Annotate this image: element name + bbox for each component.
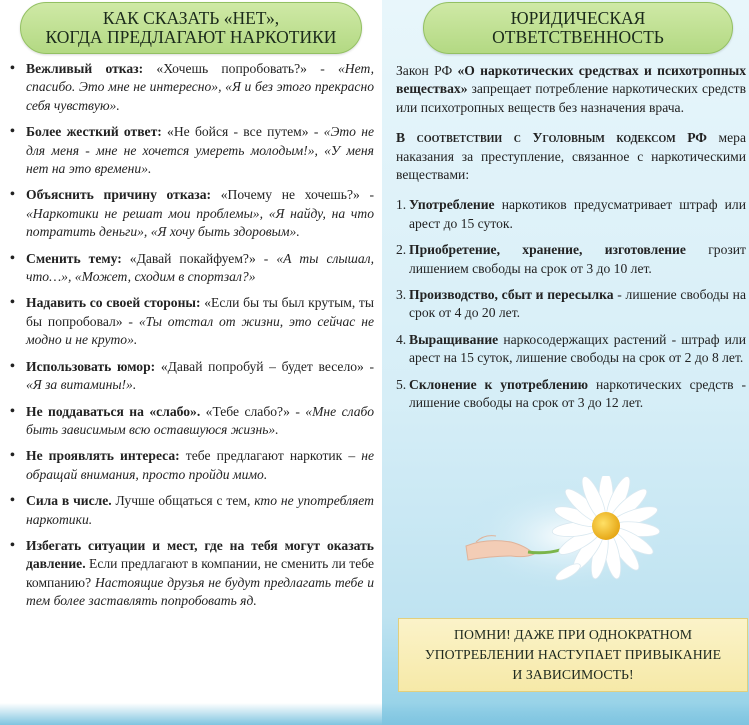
penalty-text: - лишение свободы на срок от 4 до 20 лет. — [409, 287, 746, 321]
penalty-heading: Употребление — [409, 197, 495, 213]
tip-text: «Если бы ты был крутым, ты бы попробовал» - — [26, 295, 374, 329]
tip-example: «Мне слабо быть зависимым всю оставшуюся жизнь». — [26, 403, 374, 437]
law-intro-pre: Закон РФ — [396, 63, 458, 78]
remember-line2: УПОТРЕБЛЕНИИ НАСТУПАЕТ ПРИВЫКАНИЕ — [424, 647, 722, 662]
penalty-item — [396, 331, 746, 368]
penalty-heading: Производство, сбыт и пересылка — [409, 287, 614, 303]
daisy-icon — [456, 476, 676, 596]
tip-item — [6, 358, 374, 395]
penalty-text: наркосодержащих растений - штраф или арест на 15 суток, лишение свободы на срок от 2 до 8 лет. — [409, 331, 746, 366]
penalty-item — [396, 241, 746, 278]
tip-text: «Хочешь попробовать?» - — [143, 61, 338, 76]
tip-example: «Ты отстал от жизни, это сейчас не модно и не круто». — [26, 313, 374, 348]
tip-heading: Объяснить причину отказа: — [26, 187, 212, 203]
tip-example: «Наркотики не решат мои проблемы», «Я найду, на что потратить деньги», «Я хочу быть здоровым». — [26, 205, 374, 240]
criminal-code-text: мера наказания за преступление, связанное с наркотическими веществами: — [396, 130, 746, 183]
penalty-text: наркотических средств - лишение свободы на срок от 3 до 12 лет. — [409, 376, 746, 411]
tip-example: кто не употребляет наркотики. — [26, 493, 374, 527]
tip-heading: Более жесткий ответ: — [26, 124, 162, 140]
tip-example: «Я за витамины!». — [26, 377, 137, 393]
tip-example: Настоящие друзья не будут предлагать тебе и тем более заставлять попробовать яд. — [26, 574, 375, 609]
tip-text: Лучше общаться с тем, — [111, 493, 255, 509]
tip-example: «Это не для меня - мне не хочется умереть молодым!», «У меня нет на это времени». — [26, 124, 374, 177]
left-title-line1: КАК СКАЗАТЬ «НЕТ», — [102, 8, 280, 28]
tip-example: «А ты слышал, что…», «Может, сходим в спортзал?» — [26, 250, 374, 285]
daisy-hand-illustration — [456, 476, 676, 596]
tip-item — [6, 186, 374, 241]
penalty-heading: Приобретение, хранение, изготовление — [409, 242, 686, 258]
tip-heading: Избегать ситуации и мест, где на тебя могут оказать давление. — [26, 537, 374, 572]
tip-text: тебе предлагают наркотик – — [179, 448, 362, 464]
tip-example: не обращай внимания, просто пройди мимо. — [26, 448, 374, 482]
refusal-tips-list — [6, 60, 374, 619]
penalty-text: наркотиков предусматривает штраф или арест до 15 суток. — [409, 197, 746, 231]
tip-heading: Надавить со своей стороны: — [26, 295, 201, 311]
penalty-number: 3. — [396, 287, 407, 303]
criminal-code-heading: В соответствии с Уголовным кодексом РФ — [396, 130, 707, 146]
left-title-line2: КОГДА ПРЕДЛАГАЮТ НАРКОТИКИ — [45, 27, 337, 47]
tip-text: «Давай попробуй – будет весело» - — [155, 358, 375, 374]
tip-example: «Нет, спасибо. Это мне не интересно», «Я и без этого прекрасно себя чувствую». — [26, 61, 375, 113]
tip-text: «Тебе слабо?» - — [200, 403, 306, 419]
penalty-heading: Склонение к употреблению — [409, 376, 589, 392]
tip-item — [6, 294, 374, 349]
legal-text — [396, 62, 746, 421]
tip-text: «Давай покайфуем?» - — [121, 250, 277, 266]
left-title-banner — [20, 2, 362, 54]
law-name: «О наркотических средствах и психотропных веществах» — [396, 63, 747, 97]
penalty-number: 5. — [396, 376, 407, 392]
criminal-code-intro — [396, 129, 746, 184]
tip-heading: Вежливый отказ: — [26, 61, 144, 76]
right-title-line1: ЮРИДИЧЕСКАЯ — [510, 8, 646, 28]
penalty-item — [396, 286, 746, 323]
tip-heading: Использовать юмор: — [26, 358, 156, 374]
remember-notice — [398, 618, 748, 692]
tip-heading: Не поддаваться на «слабо». — [26, 403, 201, 419]
tip-heading: Сменить тему: — [26, 250, 122, 266]
penalty-number: 1. — [396, 197, 407, 213]
tip-item — [6, 447, 374, 484]
bottom-wave-decoration — [0, 703, 749, 725]
penalty-number: 4. — [396, 331, 407, 347]
right-title-banner — [423, 2, 733, 54]
tip-item — [6, 60, 374, 115]
tip-item — [6, 403, 374, 440]
penalty-item — [396, 376, 746, 413]
tip-item — [6, 250, 374, 287]
penalties-list — [396, 196, 746, 412]
penalty-item — [396, 196, 746, 233]
penalty-number: 2. — [396, 242, 407, 258]
tip-text: Если предлагают в компании, не сменить ли тебе компанию? — [26, 556, 374, 590]
remember-line1: ПОМНИ! ДАЖЕ ПРИ ОДНОКРАТНОМ — [454, 627, 692, 642]
penalty-text: грозит лишением свободы на срок от 3 до 10 лет. — [409, 242, 746, 276]
right-title-line2: ОТВЕТСТВЕННОСТЬ — [492, 27, 664, 47]
penalty-heading: Выращивание — [409, 331, 499, 347]
tip-item — [6, 123, 374, 178]
remember-line3: И ЗАВИСИМОСТЬ! — [512, 667, 634, 682]
tip-text: «Почему не хочешь?» - — [211, 187, 374, 203]
tip-heading: Не проявлять интереса: — [26, 448, 180, 464]
tip-heading: Сила в числе. — [26, 493, 112, 509]
tip-item — [6, 537, 374, 611]
law-intro — [396, 62, 746, 117]
tip-text: «Не бойся - все путем» - — [161, 124, 324, 140]
tip-item — [6, 492, 374, 529]
law-intro-post: запрещает потребление наркотических средств или психотропных веществ без назначения врача. — [396, 81, 746, 115]
